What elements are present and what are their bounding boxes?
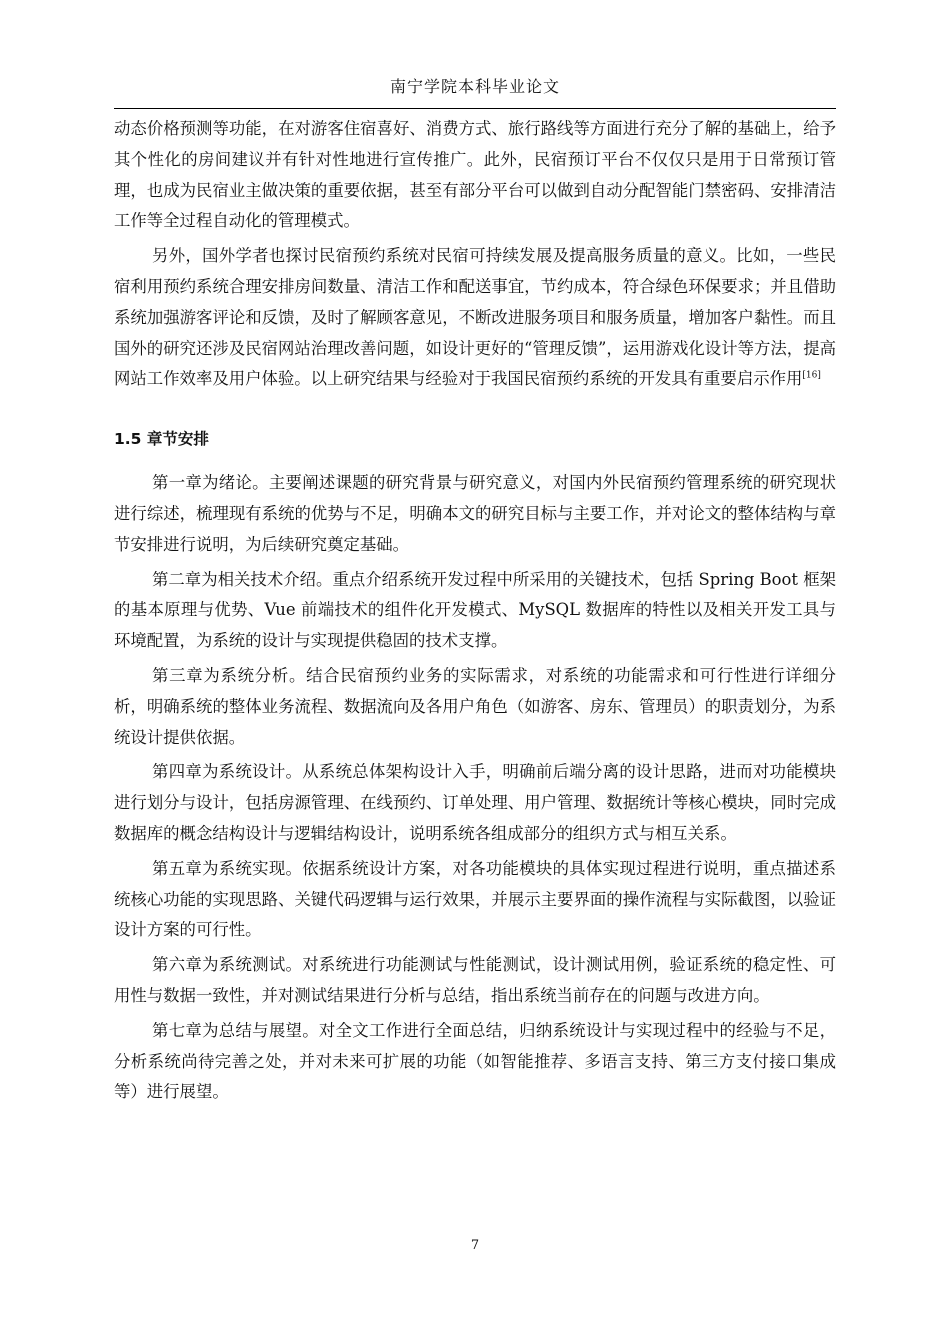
chapter-7-paragraph: 第七章为总结与展望。对全文工作进行全面总结，归纳系统设计与实现过程中的经验与不足，分析系统尚待完善之处，并对未来可扩展的功能（如智能推荐、多语言支持、第三方支付接口集成等）进行展望。 (114, 1020, 836, 1102)
paragraph-intro-continued: 动态价格预测等功能，在对游客住宿喜好、消费方式、旅行路线等方面进行充分了解的基础上，给予其个性化的房间建议并有针对性地进行宣传推广。此外，民宿预订平台不仅仅只是用于日常预订管理，也成为民宿业主做决策的重要依据，甚至有部分平台可以做到自动分配智能门禁密码、安排清洁工作等全过程自动化的管理模式。 (114, 119, 836, 231)
section-heading: 1.5 章节安排 (114, 430, 209, 449)
paragraph-foreign-research-text: 另外，国外学者也探讨民宿预约系统对民宿可持续发展及提高服务质量的意义。比如，一些民宿利用预约系统合理安排房间数量、清洁工作和配送事宜，节约成本，符合绿色环保要求；并且借助系统加强游客评论和反馈，及时了解顾客意见，不断改进服务项目和服务质量，增加客户黏性。而且国外的研究还涉及民宿网站治理改善问题，如设计更好的“管理反馈”，运用游戏化设计等方法，提高网站工作效率及用户体验。以上研究结果与经验对于我国民宿预约系统的开发具有重要启示作用 (114, 246, 836, 389)
chapter-3-paragraph: 第三章为系统分析。结合民宿预约业务的实际需求，对系统的功能需求和可行性进行详细分析，明确系统的整体业务流程、数据流向及各用户角色（如游客、房东、管理员）的职责划分，为系统设计提供依据。 (114, 665, 836, 747)
chapter-2-paragraph: 第二章为相关技术介绍。重点介绍系统开发过程中所采用的关键技术，包括 Spring Boot 框架的基本原理与优势、Vue 前端技术的组件化开发模式、MySQL 数据库的特性以及相关开发工具与环境配置，为系统的设计与实现提供稳固的技术支撑。 (114, 569, 836, 651)
chapter-5-paragraph: 第五章为系统实现。依据系统设计方案，对各功能模块的具体实现过程进行说明，重点描述系统核心功能的实现思路、关键代码逻辑与运行效果，并展示主要界面的操作流程与实际截图，以验证设计方案的可行性。 (114, 858, 836, 940)
page-number: 7 (470, 1238, 480, 1253)
chapter-4-paragraph: 第四章为系统设计。从系统总体架构设计入手，明确前后端分离的设计思路，进而对功能模块进行划分与设计，包括房源管理、在线预约、订单处理、用户管理、数据统计等核心模块，同时完成数据库的概念结构设计与逻辑结构设计，说明系统各组成部分的组织方式与相互关系。 (114, 762, 836, 843)
body-text (114, 114, 836, 1112)
chapter-1-paragraph: 第一章为绪论。主要阐述课题的研究背景与研究意义，对国内外民宿预约管理系统的研究现状进行综述，梳理现有系统的优势与不足，明确本文的研究目标与主要工作，并对论文的整体结构与章节安排进行说明，为后续研究奠定基础。 (114, 473, 836, 554)
running-header: 南宁学院本科毕业论文 (389, 77, 560, 96)
paragraph-foreign-research (114, 241, 836, 395)
header-divider (114, 108, 836, 109)
citation-marker: [16] (802, 370, 821, 381)
chapter-6-paragraph: 第六章为系统测试。对系统进行功能测试与性能测试，设计测试用例，验证系统的稳定性、可用性与数据一致性，并对测试结果进行分析与总结，指出系统当前存在的问题与改进方向。 (114, 955, 836, 1005)
